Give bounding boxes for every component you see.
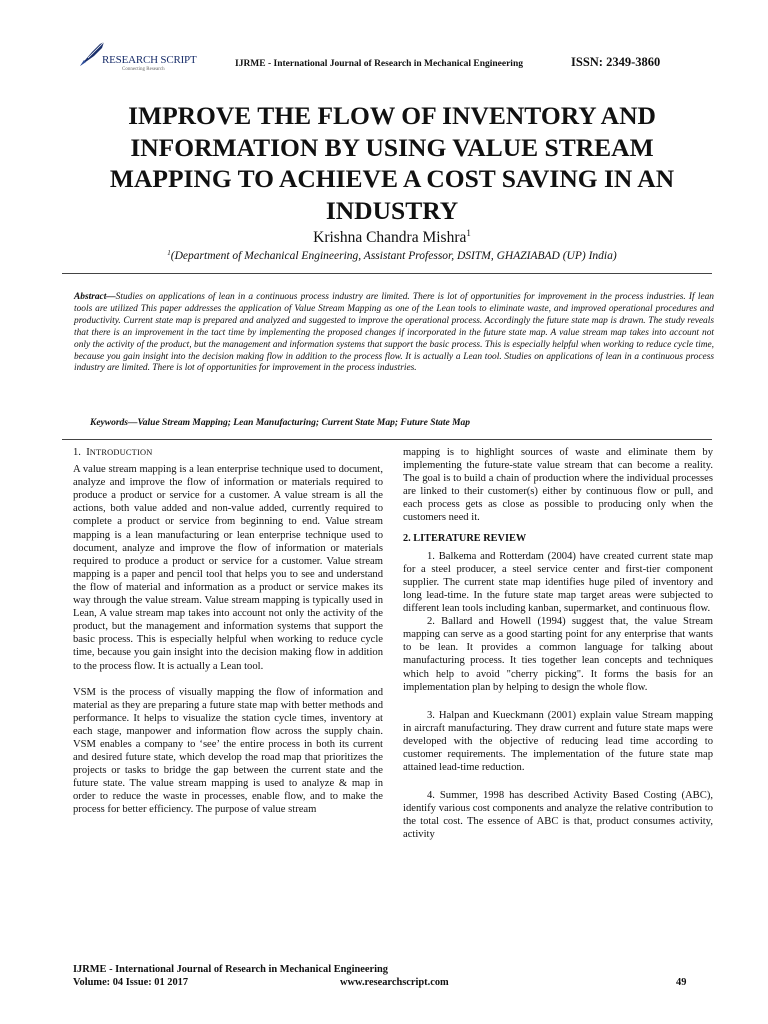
affiliation-superscript: 1 [167, 249, 171, 257]
abstract-label: Abstract— [74, 292, 116, 302]
footer-journal: IJRME - International Journal of Research in Mechanical Engineering [73, 964, 388, 975]
intro-paragraph: A value stream mapping is a lean enterprise technique used to document, analyze and improve the flow of information or materials required to produce a product or service for a customer. A value stream is all the actions, both value added and non-value added, currently required to complete a product or service from beginning to end. Value stream mapping is a lean manufacturing or lean enterprise technique used to document, analyze and improve the flow of information or materials required to produce a product or service for a customer. Value stream mapping is a paper and pencil tool that helps you to see and understand the flow of material and information as a product or service makes its way through the value stream. Value stream mapping is typically used in Lean, A value stream map takes into account not only the activity of the product, but the management and information systems that support the basic process. This is especially helpful when working to reduce cycle time, because you gain insight into the decision making flow in addition to the process flow. It is actually a Lean tool. [73, 464, 383, 672]
author-text: Krishna Chandra Mishra [313, 229, 467, 246]
literature-item: 3. Halpan and Kueckmann (2001) explain value Stream mapping in aircraft manufacturing. They draw current and future state maps were developed with the objective of reducing lead time according to customer requirements. The implementation of the future state map attained lead-time reduction. [403, 709, 713, 774]
divider-top [62, 273, 712, 274]
title-line: INDUSTRY [325, 195, 459, 225]
heading-rest: NTRODUCTION [89, 448, 153, 457]
divider-keywords [62, 439, 712, 440]
journal-header: IJRME - International Journal of Research in Mechanical Engineering [235, 59, 523, 69]
section-heading-introduction [73, 446, 383, 459]
footer-url: www.researchscript.com [340, 977, 449, 988]
logo-subtext: Connecting Research [122, 67, 165, 72]
affiliation-text: (Department of Mechanical Engineering, Assistant Professor, DSITM, GHAZIABAD (UP) India) [170, 250, 617, 262]
page-number: 49 [676, 977, 687, 988]
intro-paragraph: VSM is the process of visually mapping the flow of information and material as they are preparing a future state map with better methods and performance. It helps to visualize the station cycle times, inventory at each stage, manpower and information flow across the supply chain. VSM enables a company to ‘see’ the entire process in both its current and desired future state, which develop the road map that prioritizes the projects or tasks to bridge the gap between the current state and the future state. The value stream mapping is used to analyze & map in order to reduce the waste in processes, enable flow, and to make the process for better efficiency. The purpose of value stream [73, 686, 383, 816]
literature-item: 2. Ballard and Howell (1994) suggest that, the value Stream mapping can serve as a good starting point for any enterprise that wants to be lean. It provides a common language for talking about manufacturing process. It ties together lean concepts and techniques which help to avoid "cherry picking". It forms the basis for an implementation plan by helping to design the whole flow. [403, 616, 713, 693]
research-script-logo [78, 40, 208, 78]
keywords: Keywords—Value Stream Mapping; Lean Manufacturing; Current State Map; Future State Map [90, 418, 471, 428]
footer-volume: Volume: 04 Issue: 01 2017 [73, 977, 189, 988]
title-line: MAPPING TO ACHIEVE A COST SAVING IN AN [109, 164, 675, 193]
abstract-text: Studies on applications of lean in a continuous process industry are limited. There is lot of opportunities for improvement in the process industries. If lean tools are utilized This paper addresses the application of Value Stream Mapping as one of the Lean tools to eliminate waste, and improved operational procedures and productivity. Current state map is prepared and analyzed and suggested to improve the operational process. Accordingly the future state map is drawn. The study reveals that there is an improvement in the tact time by implementing the proposed changes if incorporated in the future state map. A value stream map takes into account not only the activity of the product, but the management and information systems that support the basic process. This is especially helpful when working to reduce cycle time, because you gain insight into the decision making flow in addition to the process flow. It is actually a Lean tool. Studies on applications of lean in a continuous process industry are limited. There is lot of opportunities for improvement in the process industries. [74, 292, 714, 374]
author-affiliation [62, 249, 722, 262]
author-name [62, 228, 722, 247]
literature-item: 4. Summer, 1998 has described Activity Based Costing (ABC), identify various cost components and analyze the relative contribution to the total cost. The essence of ABC is that, product consumes activity, activity [403, 790, 713, 841]
left-column [73, 446, 383, 817]
title-line: INFORMATION BY USING VALUE STREAM [130, 132, 654, 162]
author-superscript: 1 [466, 228, 471, 238]
abstract [74, 292, 714, 375]
issn-number: ISSN: 2349-3860 [571, 55, 661, 69]
heading-initial: I [86, 447, 90, 458]
section-number: 1. [73, 447, 81, 458]
title-line: IMPROVE THE FLOW OF INVENTORY AND [128, 101, 656, 130]
intro-continued-paragraph: mapping is to highlight sources of waste and eliminate them by implementing the future-state value stream that can become a reality. The goal is to build a chain of production where the individual processes are linked to their customer(s) either by continuous flow or pull, and each process gets as close as possible to producing only when the customers need it. [403, 447, 713, 524]
right-column [403, 446, 713, 842]
logo-text: RESEARCH SCRIPT [102, 54, 197, 66]
literature-item: 1. Balkema and Rotterdam (2004) have created current state map for a steel producer, a steel service center and first-tier component supplier. The current state map identifies huge piled of inventory and long lead-time. In the future state map target areas were subjected to different lean tools including kanban, supermarket, and continuous flow. [403, 550, 713, 615]
paper-title [62, 100, 722, 226]
section-heading-literature-review: 2. LITERATURE REVIEW [403, 532, 527, 544]
